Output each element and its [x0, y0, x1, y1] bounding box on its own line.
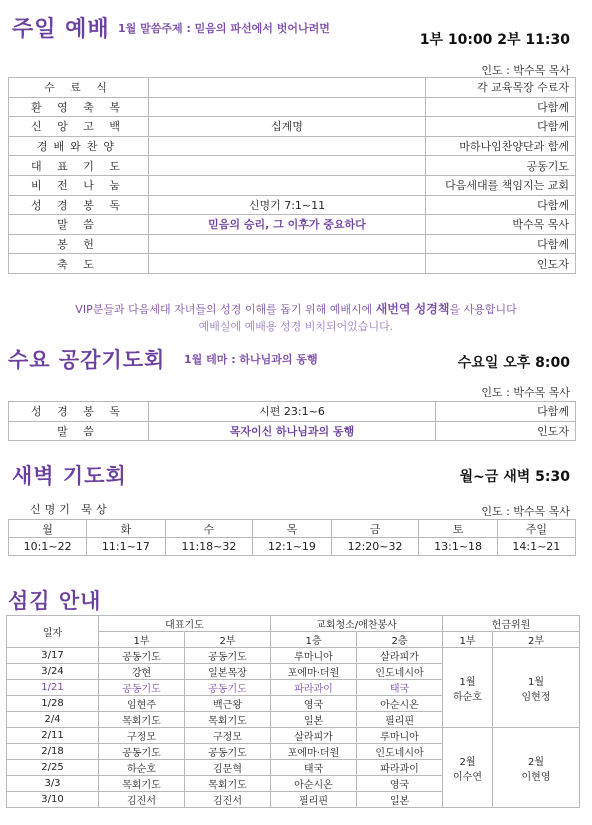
offering-name: 이수연: [453, 771, 482, 783]
order-label: 성 경 봉 독: [9, 195, 149, 215]
cell-c1: 포에마·더원: [271, 744, 357, 760]
note-text-end: 을 사용합니다: [449, 303, 517, 316]
offering-cell: [443, 648, 493, 728]
cell-date: 3/10: [7, 792, 99, 808]
order-leader: 다함께: [436, 402, 576, 422]
dawn-day: 토: [419, 520, 497, 538]
sunday-note: [0, 300, 592, 317]
order-row: [9, 156, 576, 176]
order-row: [9, 117, 576, 137]
order-label: 경배와찬양: [9, 136, 149, 156]
table-row: [7, 728, 580, 744]
cell-p1: 공동기도: [99, 680, 185, 696]
dawn-schedule-table: [8, 519, 576, 556]
cell-c2: 인도네시아: [357, 664, 443, 680]
col-offering: 헌금위원: [443, 616, 580, 632]
order-detail: 목자이신 하나님과의 동행: [149, 421, 436, 441]
cell-p1: 강현: [99, 664, 185, 680]
col-cleaning: 교회청소/애찬봉사: [271, 616, 443, 632]
order-leader: 각 교육목장 수료자: [426, 78, 576, 98]
offering-cell: [443, 728, 493, 808]
cell-c1: 살라피가: [271, 728, 357, 744]
cell-p2: 목회기도: [185, 776, 271, 792]
order-detail: [149, 234, 426, 254]
order-row: [9, 215, 576, 235]
cell-p2: 공동기도: [185, 648, 271, 664]
cell-p1: 김진서: [99, 792, 185, 808]
dawn-time: 월~금 새벽 5:30: [459, 469, 570, 485]
dawn-passage: 11:1~17: [87, 538, 165, 556]
order-detail: [149, 78, 426, 98]
order-label: 비 전 나 눔: [9, 175, 149, 195]
offering-month: 1월: [527, 676, 545, 688]
order-leader: 인도자: [436, 421, 576, 441]
order-leader: 공동기도: [426, 156, 576, 176]
cell-p1: 하순호: [99, 760, 185, 776]
col-date: 일자: [7, 616, 99, 648]
cell-p2: 공동기도: [185, 680, 271, 696]
order-leader: 인도자: [426, 254, 576, 274]
dawn-passage: 11:18~32: [165, 538, 253, 556]
order-leader: 다함께: [426, 195, 576, 215]
sub-1bu: 1부: [99, 632, 185, 648]
order-row: [9, 175, 576, 195]
order-detail: [149, 136, 426, 156]
offering-month: 2월: [459, 756, 476, 768]
cell-c2: 영국: [357, 776, 443, 792]
offering-name: 하순호: [453, 691, 482, 703]
sub-1cheung: 1층: [271, 632, 357, 648]
cell-p2: 김문혁: [185, 760, 271, 776]
order-row: [9, 78, 576, 98]
dawn-day: 목: [253, 520, 331, 538]
order-detail: 믿음의 승리, 그 이후가 중요하다: [149, 215, 426, 235]
order-row: [9, 97, 576, 117]
cell-date: 3/24: [7, 664, 99, 680]
order-row: [9, 195, 576, 215]
order-row: [9, 254, 576, 274]
dawn-passage: 12:20~32: [331, 538, 419, 556]
sub-offer-2bu: 2부: [493, 632, 580, 648]
cell-p1: 공동기도: [99, 744, 185, 760]
dawn-passage: 13:1~18: [419, 538, 497, 556]
table-row: [7, 648, 580, 664]
cell-p1: 목회기도: [99, 712, 185, 728]
order-row: [9, 402, 576, 422]
cell-c1: 루마니아: [271, 648, 357, 664]
order-row: [9, 421, 576, 441]
order-detail: [149, 175, 426, 195]
service-table: [6, 615, 580, 808]
cell-p2: 목회기도: [185, 712, 271, 728]
cell-c1: 파라과이: [271, 680, 357, 696]
order-label: 수 료 식: [9, 78, 149, 98]
cell-c1: 포에마·더원: [271, 664, 357, 680]
dawn-day: 월: [9, 520, 87, 538]
wednesday-order-table: [8, 401, 576, 441]
cell-c2: 파라과이: [357, 760, 443, 776]
cell-p1: 공동기도: [99, 648, 185, 664]
order-detail: [149, 254, 426, 274]
sunday-officiant: 인도 : 박수목 목사: [481, 64, 570, 77]
order-leader: 다음세대를 책임지는 교회: [426, 175, 576, 195]
dawn-reading-label: 신명기 묵상: [30, 503, 111, 516]
offering-month: 1월: [459, 676, 476, 688]
service-title: 섬김 안내: [8, 589, 102, 613]
cell-c1: 태국: [271, 760, 357, 776]
order-row: [9, 234, 576, 254]
order-label: 성 경 봉 독: [9, 402, 149, 422]
dawn-day: 주일: [497, 520, 575, 538]
order-leader: 다함께: [426, 117, 576, 137]
cell-date: 2/18: [7, 744, 99, 760]
order-leader: 박수목 목사: [426, 215, 576, 235]
order-label: 말 씀: [9, 421, 149, 441]
order-row: [9, 136, 576, 156]
cell-c2: 아순시온: [357, 696, 443, 712]
offering-cell: [493, 648, 580, 728]
cell-date: 2/4: [7, 712, 99, 728]
cell-c1: 아순시온: [271, 776, 357, 792]
cell-c1: 일본: [271, 712, 357, 728]
wednesday-subtitle: 1월 테마 : 하나님과의 동행: [184, 353, 318, 366]
dawn-day: 화: [87, 520, 165, 538]
dawn-officiant: 인도 : 박수목 목사: [481, 505, 570, 518]
cell-p1: 목회기도: [99, 776, 185, 792]
cell-c2: 일본: [357, 792, 443, 808]
cell-p2: 백근왕: [185, 696, 271, 712]
dawn-title: 새벽 기도회: [12, 464, 127, 488]
sub-offer-1bu: 1부: [443, 632, 493, 648]
dawn-passage: 10:1~22: [9, 538, 87, 556]
order-label: 환 영 축 복: [9, 97, 149, 117]
order-detail: [149, 97, 426, 117]
offering-name: 임현정: [521, 691, 551, 703]
cell-c2: 살라피가: [357, 648, 443, 664]
order-label: 봉 헌: [9, 234, 149, 254]
wednesday-officiant: 인도 : 박수목 목사: [481, 386, 570, 399]
order-detail: 십계명: [149, 117, 426, 137]
sub-2bu: 2부: [185, 632, 271, 648]
cell-p2: 구정모: [185, 728, 271, 744]
cell-date: 1/21: [7, 680, 99, 696]
order-label: 축 도: [9, 254, 149, 274]
cell-date: 1/28: [7, 696, 99, 712]
cell-p2: 공동기도: [185, 744, 271, 760]
sunday-order-table: [8, 77, 576, 274]
cell-date: 2/11: [7, 728, 99, 744]
wednesday-time: 수요일 오후 8:00: [457, 355, 570, 371]
offering-cell: [493, 728, 580, 808]
wednesday-title: 수요 공감기도회: [8, 348, 166, 372]
order-detail: 시편 23:1~6: [149, 402, 436, 422]
sunday-note2: 예배실에 예배용 성경 비치되어있습니다.: [198, 320, 394, 333]
order-leader: 다함께: [426, 97, 576, 117]
sunday-title: 주일 예배: [12, 17, 110, 42]
col-prayer: 대표기도: [99, 616, 271, 632]
order-label: 말 씀: [9, 215, 149, 235]
dawn-passage: 12:1~19: [253, 538, 331, 556]
sub-2cheung: 2층: [357, 632, 443, 648]
dawn-day: 금: [331, 520, 419, 538]
dawn-day: 수: [165, 520, 253, 538]
order-leader: 다함께: [426, 234, 576, 254]
cell-p1: 임현주: [99, 696, 185, 712]
dawn-passage: 14:1~21: [497, 538, 575, 556]
offering-name: 이현영: [521, 771, 551, 783]
note-bible: 새번역 성경책: [375, 302, 450, 316]
cell-p2: 일본목장: [185, 664, 271, 680]
order-leader: 마하나임찬양단과 함께: [426, 136, 576, 156]
cell-c2: 필리핀: [357, 712, 443, 728]
cell-p2: 김진서: [185, 792, 271, 808]
offering-month: 2월: [527, 756, 545, 768]
cell-date: 3/17: [7, 648, 99, 664]
cell-c2: 루마니아: [357, 728, 443, 744]
order-detail: [149, 156, 426, 176]
order-label: 대 표 기 도: [9, 156, 149, 176]
note-text: VIP분들과 다음세대 자녀들의 성경 이해를 돕기 위해 예배시에: [75, 303, 376, 316]
cell-c2: 태국: [357, 680, 443, 696]
order-label: 신 앙 고 백: [9, 117, 149, 137]
cell-date: 2/25: [7, 760, 99, 776]
sunday-time: 1부 10:00 2부 11:30: [419, 32, 570, 48]
order-detail: 신명기 7:1~11: [149, 195, 426, 215]
cell-date: 3/3: [7, 776, 99, 792]
cell-p1: 구정모: [99, 728, 185, 744]
cell-c2: 인도네시아: [357, 744, 443, 760]
cell-c1: 영국: [271, 696, 357, 712]
cell-c1: 필리핀: [271, 792, 357, 808]
sunday-subtitle: 1월 말씀주제 : 믿음의 파선에서 벗어나려면: [118, 22, 330, 35]
